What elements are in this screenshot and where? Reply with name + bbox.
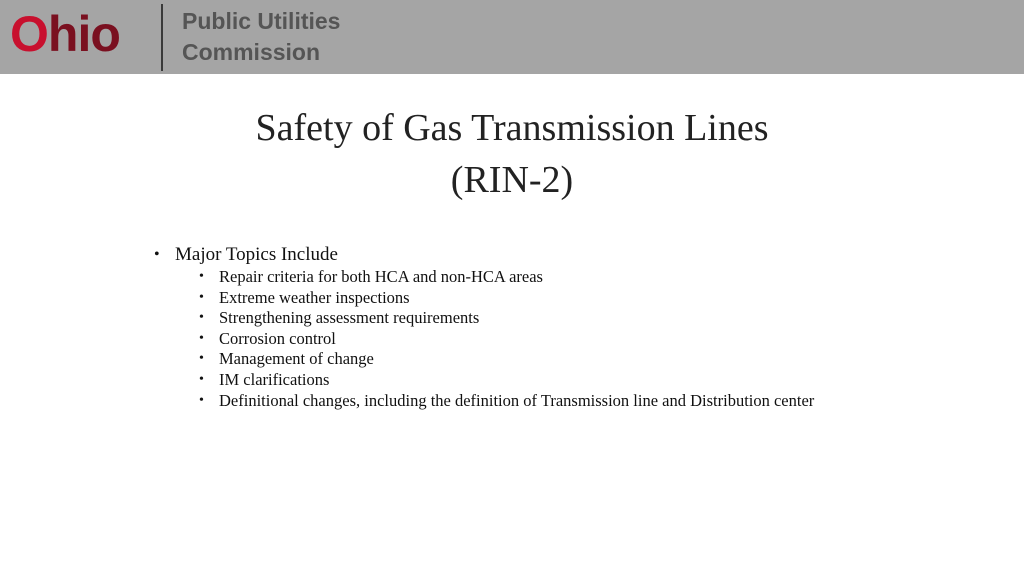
logo-wordmark — [10, 6, 120, 62]
sub-bullet-item — [154, 391, 874, 412]
main-bullet-item — [154, 243, 874, 267]
sub-bullet-item — [154, 349, 874, 370]
sub-bullet-text: Corrosion control — [219, 328, 336, 348]
logo-letter-o: O — [10, 6, 48, 62]
header-bar — [0, 0, 1024, 74]
bullet-icon: • — [199, 351, 204, 367]
slide-title-line2: (RIN-2) — [450, 159, 574, 201]
sub-bullet-item — [154, 288, 874, 309]
sub-bullet-item — [154, 308, 874, 329]
sub-bullet-text: Definitional changes, including the definition of Transmission line and Distribution center — [219, 390, 815, 410]
sub-bullet-text: Repair criteria for both HCA and non-HCA areas — [219, 267, 543, 286]
sub-bullet-item — [154, 267, 874, 288]
bullet-icon: • — [199, 310, 204, 326]
ohio-logo — [10, 0, 146, 74]
sub-bullet-text: IM clarifications — [219, 369, 330, 389]
bullet-icon: • — [154, 246, 160, 263]
bullet-icon: • — [199, 289, 204, 305]
bullet-icon: • — [199, 371, 204, 387]
sub-bullet-text: Management of change — [219, 349, 374, 369]
agency-name-line2: Commission — [182, 39, 321, 65]
sub-bullet-item — [154, 329, 874, 350]
main-bullet-text: Major Topics Include — [175, 244, 338, 265]
logo-letters-hio: hio — [47, 6, 120, 62]
bullet-icon: • — [199, 330, 204, 346]
slide-content — [154, 243, 874, 411]
sub-bullet-text: Extreme weather inspections — [219, 287, 410, 307]
sub-bullet-item — [154, 370, 874, 391]
bullet-icon: • — [199, 269, 204, 284]
agency-name — [182, 6, 340, 68]
agency-name-line1: Public Utilities — [182, 8, 341, 34]
sub-bullet-text: Strengthening assessment requirements — [219, 308, 480, 328]
bullet-icon: • — [199, 392, 204, 408]
sub-bullet-list — [154, 267, 874, 411]
header-divider — [161, 4, 163, 71]
slide-title-line1: Safety of Gas Transmission Lines — [255, 107, 769, 149]
slide-title — [0, 102, 1024, 206]
